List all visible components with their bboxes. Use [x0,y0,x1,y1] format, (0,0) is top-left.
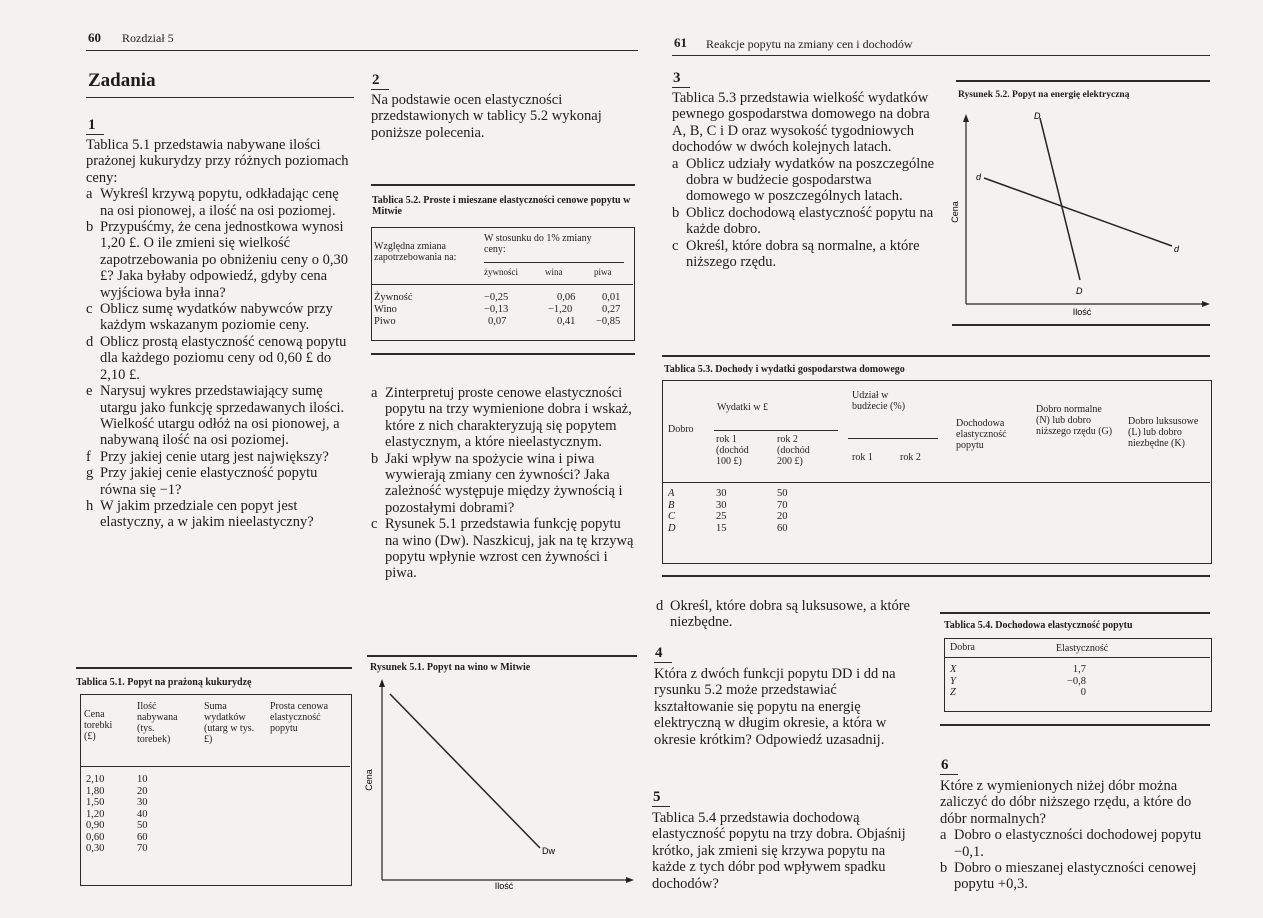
q2-item-letter: a [371,385,378,401]
table51-header-sum: Suma wydatków (utarg w tys. £) [204,701,255,745]
table53-cell: C [668,511,676,522]
table52-row-name: Wino [374,304,397,315]
q1-item-text: Przypuśćmy, że cena jednostkowa wynosi 1,20 £. O ile zmieni się wielkość zapotrzebowania po obniżeniu ceny o 0,30 £? Jaka byłaby odpowiedź, gdyby cena wyjściowa była inna? [100,219,349,301]
q3-item-text: Określ, które dobra są normalne, a które niższego rzędu. [686,237,920,271]
table52-row-food [374,292,626,304]
fig52-label-d-left: d [976,172,982,182]
table54-header-elast: Elastyczność [1056,643,1109,654]
question-5-rule [652,806,670,807]
fig51-caption: Rysunek 5.1. Popyt na wino w Mitwie [370,662,531,673]
q6-item-letter: b [940,860,948,877]
question-2-rule [371,89,389,90]
question-4-rule [654,662,672,663]
q3-item-letter: d [656,598,664,614]
left-running-head: Rozdział 5 [122,31,174,45]
fig52-ylabel: Cena [950,201,960,223]
table52-cell: −0,25 [484,292,509,303]
table51-cell: 60 [137,831,148,843]
q1-item-letter: d [86,333,94,350]
table52-row-beer [374,316,626,328]
table52-cell: −0,85 [596,316,621,327]
table52-cell: −1,20 [548,304,573,315]
q3-item-d [656,598,921,631]
table52-col-food: żywności [484,267,518,277]
table54-cell: 0 [1080,687,1086,698]
question-1-rule [86,134,104,135]
table53-cell: 60 [777,522,788,534]
fig51-x-arrow [626,877,634,883]
table52-bottom-rule [371,353,635,355]
table51-cell: 70 [137,843,148,854]
fig51-curve-label: Dw [542,846,555,856]
table54-caption: Tablica 5.4. Dochodowa elastyczność popytu [944,620,1133,631]
question-1-number: 1 [88,117,96,133]
q1-item-h [86,498,351,531]
table53-cell: 70 [777,499,788,511]
q1-item-f [86,449,351,465]
q1-item-b [86,219,351,301]
q3-item-letter: b [672,204,680,221]
table53-col-udzial: Udział w budżecie (%) [852,390,906,412]
q6-item-a [940,827,1210,860]
table52-cell: 0,06 [557,292,576,303]
table51-cell: 50 [137,820,148,831]
fig52-caption: Rysunek 5.2. Popyt na energię elektryczną [958,90,1130,100]
fig51-plot [360,676,640,896]
table51-cell: 2,10 [86,774,105,785]
question-6-intro: Które z wymienionych niżej dóbr można zaliczyć do dóbr niższego rzędu, a które do dóbr normalnych? [940,778,1192,827]
fig52-DD-curve [1040,118,1080,280]
q2-item-c [371,516,635,582]
table51-cell: 20 [137,785,148,797]
table53-col-dobro: Dobro [668,424,694,435]
q1-item-text: Oblicz prostą elastyczność cenową popytu dla każdego poziomu ceny od 0,60 £ do 2,10 £. [100,333,347,383]
table51-caption: Tablica 5.1. Popyt na prażoną kukurydzę [76,677,252,688]
table51-cell: 1,80 [86,785,105,797]
table53-cell: D [668,522,676,534]
q3-item-letter: a [672,155,679,172]
table54-top-rule [940,612,1210,614]
question-3 [672,90,935,270]
q3-item-a [672,156,935,205]
table52-row-name: Piwo [374,316,396,327]
table52-colgroup-rule [484,262,624,263]
q6-item-letter: a [940,827,947,844]
fig52-label-d-right: d [1174,244,1180,254]
q1-item-letter: f [86,448,91,465]
table53-cell: B [668,499,675,511]
table52-row-name: Żywność [374,292,413,303]
question-3-rule [672,87,690,88]
table53-cell: A [668,488,675,499]
table54-cell: Y [950,675,956,687]
table51-header-elast: Prosta cenowa elastyczność popytu [270,701,329,734]
table53-cell: 30 [716,499,727,511]
fig51-xlabel: Ilość [494,881,514,891]
table52-cell: 0,07 [488,316,507,327]
q1-item-c [86,301,351,334]
table54-cell: X [950,664,957,675]
table54-cell: Z [950,687,956,698]
question-1 [86,137,351,531]
table51-cell: 0,30 [86,843,105,854]
table52-row-wine [374,304,626,316]
fig52-label-D-bottom: D [1076,286,1083,296]
table54-bottom-rule [940,724,1210,726]
question-4-text: Która z dwóch funkcji popytu DD i dd na rysunku 5.2 może przedstawiać kształtowanie się popytu na energię elektryczną w długim okresie, a która w okresie krótkim? Odpowiedź uzasadnij. [654,666,896,748]
q3-item-text: Oblicz dochodową elastyczność popytu na każde dobro. [686,204,934,238]
q2-item-b [371,451,635,517]
q2-item-a [371,385,635,451]
q3-item-b [672,205,935,238]
question-2-intro: Na podstawie ocen elastyczności przedstawionych w tablicy 5.2 wykonaj poniższe polecenia. [371,92,602,141]
table52-colgroup: W stosunku do 1% zmiany ceny: [484,233,592,255]
table53-cell: 30 [716,488,727,499]
q2-item-letter: b [371,450,379,467]
fig52-plot [946,104,1216,318]
q1-item-text: Przy jakiej cenie utarg jest największy? [100,448,329,465]
q1-item-letter: g [86,465,94,482]
table52-top-rule [371,184,635,186]
q6-item-text: Dobro o mieszanej elastyczności cenowej popytu +0,3. [954,860,1197,893]
table54-cell: 1,7 [1072,664,1086,675]
q1-item-d [86,334,351,383]
q3-item-text: Oblicz udziały wydatków na poszczególne dobra w budżecie gospodarstwa domowego w poszczególnych latach. [686,155,935,205]
table51-header-qty: Ilość nabywana (tys. torebek) [137,701,178,745]
q1-item-text: Oblicz sumę wydatków nabywców przy każdym wskazanym poziomie ceny. [100,301,333,334]
table51-col-qty [137,774,148,855]
q2-item-text: Jaki wpływ na spożycie wina i piwa wywierają zmiany cen żywności? Jaka zależność występuje między żywnością i pozostałymi dobrami? [385,450,623,516]
right-page-number: 61 [674,35,687,50]
q1-item-text: W jakim przedziale cen popyt jest elastyczny, a w jakim nieelastyczny? [100,497,314,531]
q1-item-a [86,186,351,219]
table53-top-rule [662,355,1210,357]
section-title-rule [86,97,354,98]
table53-col-rok1: rok 1 (dochód 100 £) [716,434,749,467]
question-5-number: 5 [653,789,661,805]
table52-col-beer: piwa [594,267,612,277]
q3-item-letter: c [672,237,679,254]
table51-cell: 1,20 [86,808,105,820]
question-2-items [371,385,635,582]
table54-col-goods [950,664,956,699]
right-running-head: Reakcje popytu na zmiany cen i dochodów [706,37,913,51]
fig51-top-rule [367,655,637,657]
fig51-y-arrow [379,679,385,687]
question-6 [940,778,1210,893]
q1-item-letter: h [86,497,94,514]
section-title: Zadania [88,70,156,91]
q3-item-c [672,238,935,271]
table51-cell: 1,50 [86,797,105,808]
table53-col-y2 [777,488,788,534]
table54-header-rule [944,657,1210,658]
table51-cell: 10 [137,774,148,785]
table53-col-y1 [716,488,727,534]
q1-item-letter: b [86,219,94,236]
fig52-label-D-top: D [1034,111,1041,121]
q2-item-text: Rysunek 5.1 przedstawia funkcję popytu na wino (Dw). Naszkicuj, jak na tę krzywą popytu wpłynie wzrost cen żywności i piwa. [385,516,634,582]
table52-header-rule [371,284,633,285]
table51-header-rule [80,766,350,767]
table53-cell: 20 [777,511,788,522]
fig51-demand-curve [390,694,540,848]
table52-cell: 0,01 [602,292,621,303]
left-header-rule [86,50,638,51]
table52-cell: −0,13 [484,304,509,315]
table51-col-price [86,774,104,855]
table52-col-wine: wina [545,267,563,277]
fig52-bottom-rule [952,324,1210,326]
question-1-intro: Tablica 5.1 przedstawia nabywane ilości prażonej kukurydzy przy różnych poziomach ceny: [86,137,349,186]
question-6-rule [940,774,958,775]
left-page-number: 60 [88,30,101,45]
table53-col-rok2: rok 2 (dochód 200 £) [777,434,810,467]
table51-header-price: Cena torebki (£) [84,709,113,742]
q1-item-letter: c [86,301,93,318]
table53-col-elast: Dochodowa elastyczność popytu [956,418,1007,451]
table53-cell: 15 [716,522,727,534]
table53-cell: 50 [777,488,788,499]
table53-col-udz2: rok 2 [900,452,921,463]
table52-cell: 0,41 [557,316,576,327]
q1-item-letter: e [86,383,93,400]
fig52-top-rule [956,80,1210,82]
q3-item-text: Określ, które dobra są luksusowe, a które niezbędne. [670,598,910,631]
fig51-ylabel: Cena [364,769,374,791]
question-4-number: 4 [655,645,663,661]
table53-header-rule [662,482,1210,483]
table51-top-rule [76,667,352,669]
table52-rowhead: Względna zmiana zapotrzebowania na: [374,241,457,263]
q1-item-text: Przy jakiej cenie elastyczność popytu równa się −1? [100,465,318,498]
table53-col-udz1: rok 1 [852,452,873,463]
q6-item-text: Dobro o elastyczności dochodowej popytu −0,1. [954,827,1202,860]
q1-item-g [86,465,351,498]
table53-col-goods [668,488,676,534]
table53-col-wydatki: Wydatki w £ [717,402,769,413]
question-3-number: 3 [673,70,681,86]
question-5-text: Tablica 5.4 przedstawia dochodową elastyczność popytu na trzy dobra. Objaśnij krótko, jak zmieni się krzywa popytu na każde z tych dóbr pod wpływem spadku dochodów? [652,810,906,892]
table51-cell: 40 [137,808,148,820]
table53-udzial-rule [848,438,938,439]
table54-col-vals [1064,664,1086,699]
fig52-xlabel: Ilość [1072,307,1092,317]
question-6-number: 6 [941,757,949,773]
table53-bottom-rule [662,575,1210,577]
right-header-rule [672,55,1210,56]
table53-caption: Tablica 5.3. Dochody i wydatki gospodarstwa domowego [664,364,905,375]
question-3-intro: Tablica 5.3 przedstawia wielkość wydatków pewnego gospodarstwa domowego na dobra A, B, C i D oraz wysokość tygodniowych dochodów w dwóch kolejnych latach. [672,90,930,156]
fig52-x-arrow [1202,301,1210,307]
table51-cell: 0,90 [86,820,105,831]
q1-item-letter: a [86,186,93,203]
table52-cell: 0,27 [602,304,621,315]
q2-item-letter: c [371,516,378,533]
table53-col-lux: Dobro luksusowe (L) lub dobro niezbędne (K) [1128,416,1199,449]
table53-col-normal: Dobro normalne (N) lub dobro niższego rzędu (G) [1036,404,1113,437]
table54-header-goods: Dobra [950,642,975,653]
table54-cell: −0,8 [1066,675,1086,687]
fig52-dd-curve [984,178,1172,246]
fig52-y-arrow [963,114,969,122]
question-2-number: 2 [372,72,380,88]
q1-item-text: Wykreśl krzywą popytu, odkładając cenę na osi pionowej, a ilość na osi poziomej. [100,186,339,219]
q2-item-text: Zinterpretuj proste cenowe elastyczności popytu na trzy wymienione dobra i wskaż, które z nich charakteryzują się popytem elastycznym, a które nieelastycznym. [385,385,632,451]
q1-item-text: Narysuj wykres przedstawiający sumę utargu jako funkcję sprzedawanych ilości. Wielkość utargu odłóż na osi pionowej, a nabywaną ilość na osi poziomej. [100,383,345,449]
q1-item-e [86,383,351,449]
table53-wydatki-rule [714,430,838,431]
table51-cell: 0,60 [86,831,105,843]
q6-item-b [940,860,1210,893]
table51-cell: 30 [137,797,148,808]
table52-caption: Tablica 5.2. Proste i mieszane elastyczności cenowe popytu w Mitwie [372,195,631,217]
table53-cell: 25 [716,511,727,522]
